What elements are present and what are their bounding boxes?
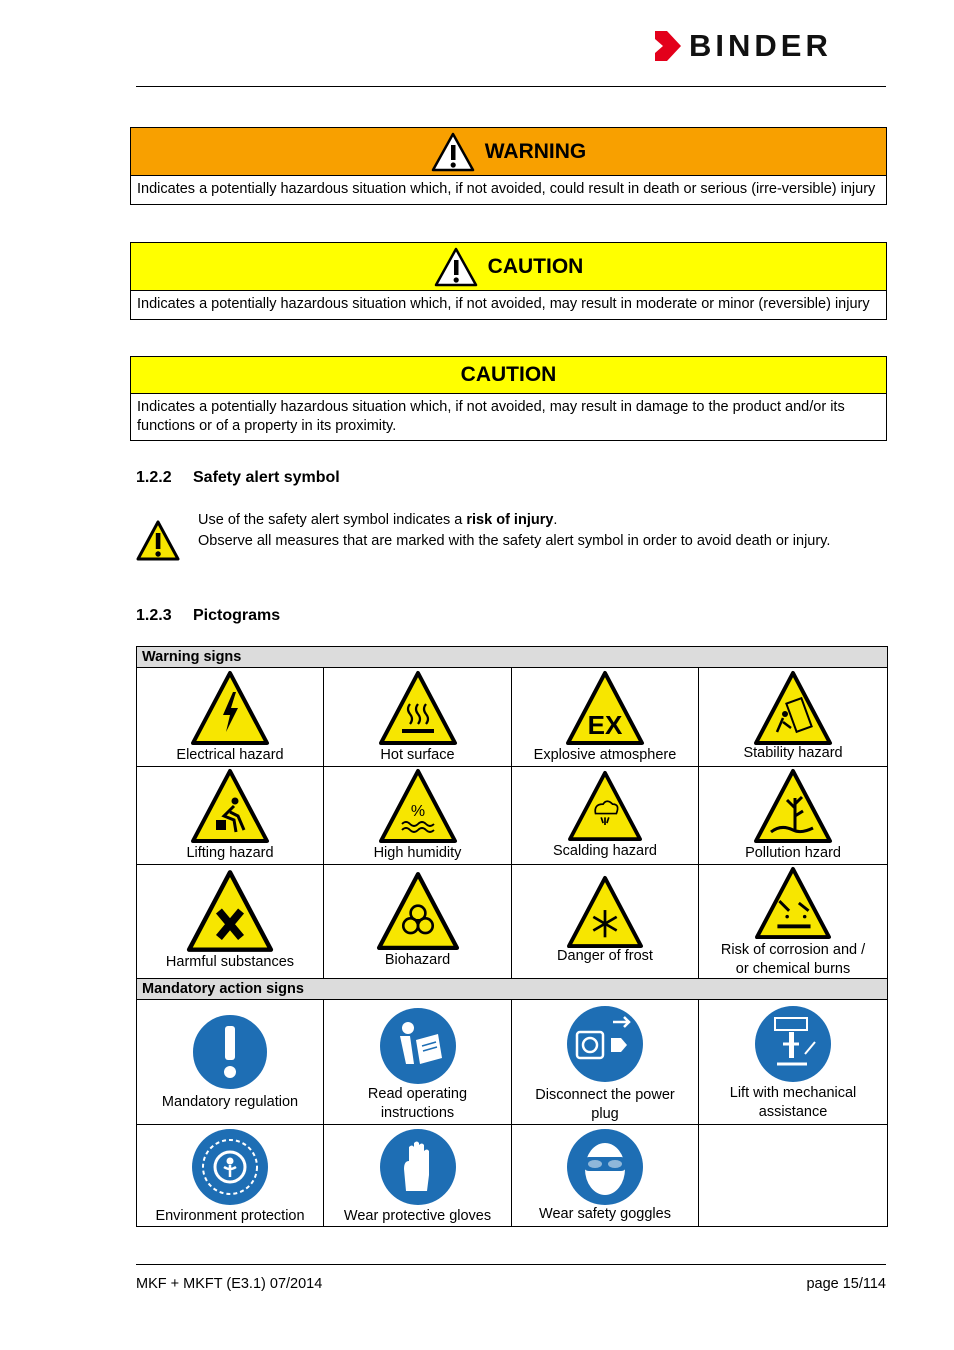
- caution-property-header: [131, 357, 886, 394]
- section-heading-pictograms: 1.2.3 Pictograms: [136, 607, 281, 624]
- caution-property-text: Indicates a potentially hazardous situation which, if not avoided, may result in damage to the product and/or its functions or of a property in its proximity.: [137, 399, 845, 434]
- pictogram-label: Mandatory regulation: [161, 1094, 299, 1110]
- pictogram-cell: [512, 1000, 699, 1125]
- pictogram-label: Scalding hazard: [553, 843, 657, 859]
- pictogram-label: Disconnect the power plug: [535, 1087, 675, 1122]
- mandatory-signs-header: Mandatory action signs: [137, 979, 888, 1000]
- warning-triangle-icon: [431, 132, 475, 172]
- pictogram-cell: [324, 767, 512, 865]
- pictogram-cell: [512, 865, 699, 979]
- pictogram-label: Wear safety goggles: [539, 1206, 671, 1222]
- pictogram-cell: [137, 1000, 324, 1125]
- pollution-hazard-icon: [751, 768, 835, 844]
- pictogram-label: Electrical hazard: [176, 747, 284, 763]
- alert-line-1: Use of the safety alert symbol indicates a risk of injury.: [198, 512, 558, 528]
- alert-description: [198, 511, 878, 552]
- pictogram-cell: [699, 668, 888, 767]
- pictogram-cell: [699, 767, 888, 865]
- pictogram-label: Wear protective gloves: [343, 1208, 492, 1224]
- pictogram-cell: [137, 1125, 324, 1227]
- harmful-substances-icon: [185, 869, 275, 953]
- protective-gloves-icon: [378, 1127, 458, 1207]
- pictogram-cell: [512, 1125, 699, 1227]
- pictogram-cell: [699, 865, 888, 979]
- binder-logo: [655, 30, 832, 62]
- pictogram-cell: [137, 767, 324, 865]
- section-heading-alert: 1.2.2 Safety alert symbol: [136, 469, 340, 486]
- pictogram-label: Hot surface: [380, 747, 455, 763]
- pictogram-cell: [512, 767, 699, 865]
- pictogram-cell: [324, 668, 512, 767]
- high-humidity-icon: [378, 768, 458, 844]
- safety-alert-icon: [136, 520, 180, 562]
- warning-header: [131, 128, 886, 176]
- pictogram-cell: [512, 668, 699, 767]
- footer-document-id: MKF + MKFT (E3.1) 07/2014: [136, 1276, 323, 1292]
- pictogram-label: Stability hazard: [743, 745, 843, 761]
- pictogram-label: Pollution hzard: [745, 845, 841, 861]
- electrical-hazard-icon: [190, 670, 270, 746]
- pictogram-label: Explosive atmosphere: [533, 747, 677, 763]
- environment-protection-icon: [190, 1127, 270, 1207]
- caution-property-word: CAUTION: [460, 363, 557, 386]
- pictogram-table: [136, 646, 888, 1227]
- frost-icon: [564, 875, 646, 949]
- pictogram-label: High humidity: [373, 845, 462, 861]
- caution-word: CAUTION: [487, 254, 584, 278]
- mechanical-lift-icon: [753, 1004, 833, 1084]
- mandatory-regulation-icon: [190, 1012, 270, 1092]
- scalding-hazard-icon: [565, 770, 645, 842]
- pictogram-label: Biohazard: [384, 952, 451, 968]
- read-instructions-icon: [378, 1006, 458, 1086]
- pictogram-label: Environment protection: [155, 1208, 305, 1224]
- pictogram-label: Danger of frost: [557, 948, 653, 964]
- header-rule: [136, 86, 886, 87]
- footer-page-number: page 15/114: [806, 1276, 886, 1292]
- caution-text: Indicates a potentially hazardous situation which, if not avoided, may result in moderate or minor (reversible) injury: [137, 296, 870, 312]
- pictogram-cell: [699, 1000, 888, 1125]
- explosive-atmosphere-icon: [565, 670, 645, 746]
- pictogram-label: Lifting hazard: [186, 845, 274, 861]
- pictogram-label: Risk of corrosion and / or chemical burns: [720, 942, 866, 977]
- svg-text:%: %: [410, 803, 425, 820]
- safety-goggles-icon: [565, 1127, 645, 1207]
- alert-line-2: Observe all measures that are marked with the safety alert symbol in order to avoid death or injury.: [198, 532, 831, 549]
- warning-box: [130, 127, 887, 205]
- pictogram-cell-empty: [699, 1125, 888, 1227]
- pictogram-cell: [137, 865, 324, 979]
- caution-box: [130, 242, 887, 320]
- biohazard-icon: [375, 871, 461, 951]
- disconnect-plug-icon: [565, 1004, 645, 1084]
- warning-signs-header: Warning signs: [137, 647, 888, 668]
- lifting-hazard-icon: [188, 768, 272, 844]
- corrosion-icon: [752, 866, 834, 940]
- svg-text:EX: EX: [587, 710, 623, 740]
- brand-name: BINDER: [689, 28, 832, 63]
- binder-logo-icon: [655, 31, 681, 61]
- caution-header: [131, 243, 886, 291]
- hot-surface-icon: [378, 670, 458, 746]
- warning-text: Indicates a potentially hazardous situation which, if not avoided, could result in death or serious (irre-versible) injury: [137, 181, 876, 197]
- pictogram-cell: [324, 1125, 512, 1227]
- warning-word: WARNING: [484, 139, 587, 163]
- pictogram-label: Read operating instructions: [367, 1086, 468, 1121]
- pictogram-cell: [137, 668, 324, 767]
- caution-triangle-icon: [434, 247, 478, 287]
- pictogram-label: Harmful substances: [165, 954, 295, 970]
- footer-rule: [136, 1264, 886, 1265]
- pictogram-cell: [324, 865, 512, 979]
- caution-property-box: [130, 356, 887, 441]
- pictogram-cell: [324, 1000, 512, 1125]
- stability-hazard-icon: [753, 670, 833, 746]
- pictogram-label: Lift with mechanical assistance: [729, 1085, 857, 1120]
